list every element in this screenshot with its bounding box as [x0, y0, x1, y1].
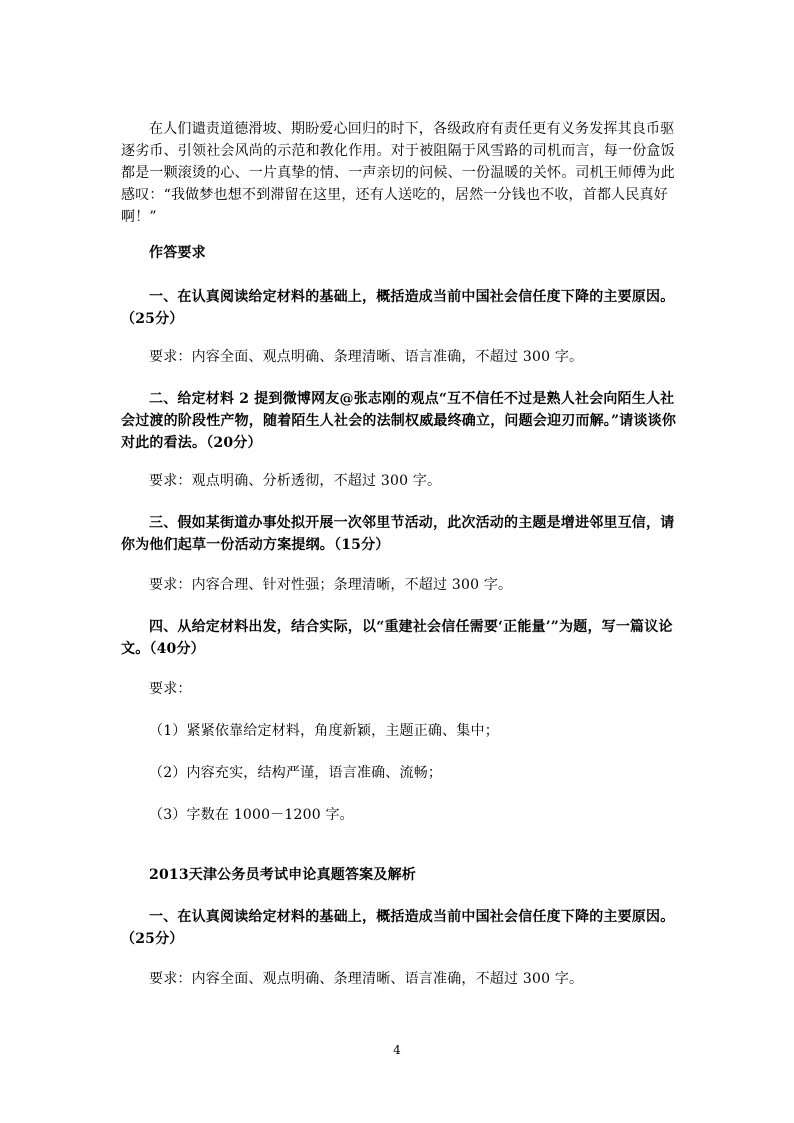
answer-1-requirement: 要求：内容全面、观点明确、条理清晰、语言准确，不超过 300 字。 [149, 971, 584, 987]
intro-paragraph: 在人们谴责道德滑坡、期盼爱心回归的时下，各级政府有责任更有义务发挥其良币驱逐劣币、引领社会风尚的示范和教化作用。对于被阻隔于风雪路的司机而言，每一份盒饭都是一颗滚烫的心、一片真挚的情、一声亲切的问候、一份温暖的关怀。司机王师傅为此感叹：“我做梦也想不到滞留在这里，还有人送吃的，居然一分钱也不收，首都人民真好啊！” [121, 121, 675, 225]
question-1: 一、在认真阅读给定材料的基础上，概括造成当前中国社会信任度下降的主要原因。（25分） [121, 289, 675, 327]
question-4-item-2: （2）内容充实，结构严谨，语言准确、流畅； [149, 765, 443, 781]
page-number: 4 [393, 1043, 401, 1057]
answer-title: 2013天津公务员考试申论真题答案及解析 [149, 867, 416, 883]
answer-1: 一、在认真阅读给定材料的基础上，概括造成当前中国社会信任度下降的主要原因。（25分） [121, 909, 675, 947]
question-4-item-3: （3）字数在 1000－1200 字。 [149, 807, 354, 823]
question-1-requirement: 要求：内容全面、观点明确、条理清晰、语言准确，不超过 300 字。 [149, 349, 584, 365]
question-4: 四、从给定材料出发，结合实际，以“重建社会信任需要‘正能量’”为题，写一篇议论文。（40分） [121, 619, 673, 657]
question-2: 二、给定材料 2 提到微博网友@张志刚的观点“互不信任不过是熟人社会向陌生人社会过渡的阶段性产物，随着陌生人社会的法制权威最终确立，问题会迎刃而解。”请谈谈你对此的看法。（20分） [121, 391, 677, 451]
question-4-requirement: 要求： [149, 681, 192, 697]
question-3-requirement: 要求：内容合理、针对性强；条理清晰，不超过 300 字。 [149, 577, 513, 593]
section-title: 作答要求 [149, 245, 206, 261]
question-4-item-1: （1）紧紧依靠给定材料，角度新颖，主题正确、集中； [149, 723, 499, 739]
question-2-requirement: 要求：观点明确、分析透彻，不超过 300 字。 [149, 473, 442, 489]
question-3: 三、假如某街道办事处拟开展一次邻里节活动，此次活动的主题是增进邻里互信，请你为他们起草一份活动方案提纲。（15分） [121, 515, 675, 553]
